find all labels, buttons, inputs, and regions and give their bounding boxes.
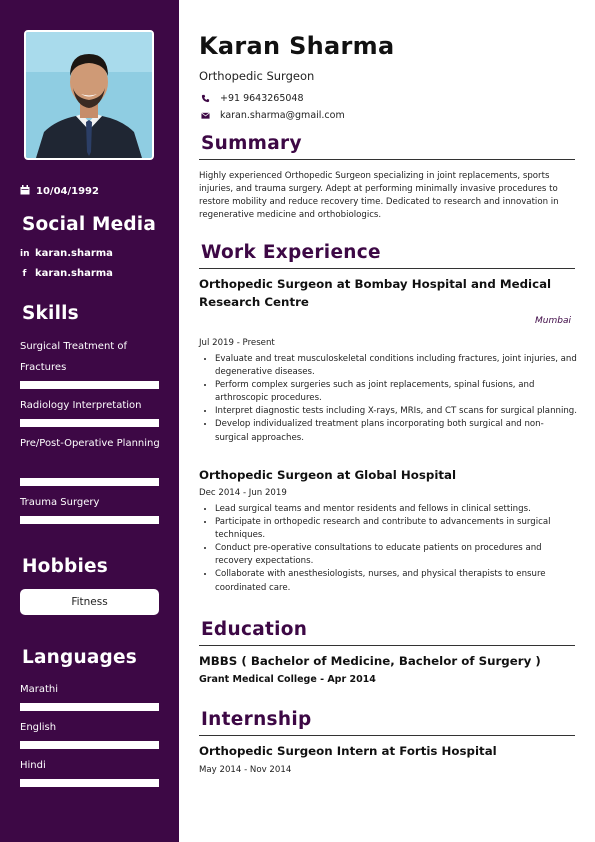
candidate-name: Karan Sharma xyxy=(199,32,395,60)
sidebar xyxy=(0,0,179,842)
date-of-birth xyxy=(20,185,99,198)
job-title: Orthopedic Surgeon at Bombay Hospital and Medical Research Centre xyxy=(199,277,552,309)
language-bar xyxy=(20,703,159,711)
summary-heading: Summary xyxy=(201,133,302,154)
calendar-icon xyxy=(20,185,30,198)
education-heading: Education xyxy=(201,619,308,640)
skill-bar xyxy=(20,478,159,486)
social-item-facebook[interactable] xyxy=(20,268,113,279)
skill-label: Trauma Surgery xyxy=(20,497,100,508)
facebook-icon: f xyxy=(22,268,27,279)
section-divider xyxy=(199,645,575,646)
skill-bar xyxy=(20,516,159,524)
language-label: Marathi xyxy=(20,684,59,695)
contact-email[interactable] xyxy=(201,110,345,121)
list-item: • Lead surgical teams and mentor residents and fellows in clinical settings. xyxy=(215,503,577,516)
skill-label: Radiology Interpretation xyxy=(20,400,142,411)
language-label: English xyxy=(20,722,57,733)
email-text: karan.sharma@gmail.com xyxy=(220,110,345,121)
phone-text: +91 9643265048 xyxy=(220,93,304,104)
list-item: • Conduct pre-operative consultations to educate patients on procedures and recovery expectations. xyxy=(215,542,577,568)
hobby-pill: Fitness xyxy=(20,589,159,615)
languages-heading: Languages xyxy=(22,647,137,668)
skills-heading: Skills xyxy=(22,303,79,324)
language-bar xyxy=(20,779,159,787)
internship-heading: Internship xyxy=(201,709,312,730)
section-divider xyxy=(199,268,575,269)
social-handle: karan.sharma xyxy=(35,248,113,259)
school-name: Grant Medical College - Apr 2014 xyxy=(199,674,376,685)
skill-bar xyxy=(20,419,159,427)
job-bullets xyxy=(215,503,577,595)
work-experience-heading: Work Experience xyxy=(201,242,381,263)
language-bar xyxy=(20,741,159,749)
hobbies-heading: Hobbies xyxy=(22,556,108,577)
internship-title: Orthopedic Surgeon Intern at Fortis Hospital xyxy=(199,744,497,758)
profile-photo xyxy=(24,30,154,160)
skill-bar xyxy=(20,381,159,389)
list-item: • Interpret diagnostic tests including X-rays, MRIs, and CT scans for surgical planning. xyxy=(215,405,577,418)
language-label: Hindi xyxy=(20,760,46,771)
dob-text: 10/04/1992 xyxy=(36,186,99,197)
social-handle: karan.sharma xyxy=(35,268,113,279)
degree-title: MBBS ( Bachelor of Medicine, Bachelor of Surgery ) xyxy=(199,654,541,668)
summary-text: Highly experienced Orthopedic Surgeon specializing in joint replacements, sports injuries, and trauma surgery. Adept at performing minimally invasive procedures to restore mobility and reduce recovery time. Dedicated to research and innovation in regenerative medicine and orthobiologics. xyxy=(199,171,559,221)
envelope-icon xyxy=(201,111,210,120)
skill-label: Surgical Treatment of Fractures xyxy=(20,341,128,373)
section-divider xyxy=(199,159,575,160)
social-media-heading: Social Media xyxy=(22,214,157,235)
social-item-linkedin[interactable] xyxy=(20,248,113,259)
section-divider xyxy=(199,735,575,736)
contact-phone[interactable] xyxy=(201,93,304,104)
candidate-title: Orthopedic Surgeon xyxy=(199,69,315,83)
list-item: • Perform complex surgeries such as joint replacements, spinal fusions, and arthroscopic procedures. xyxy=(215,379,577,405)
list-item: • Participate in orthopedic research and contribute to advancements in surgical techniques. xyxy=(215,516,577,542)
phone-icon xyxy=(201,94,210,103)
list-item: • Collaborate with anesthesiologists, nurses, and physical therapists to ensure coordinated care. xyxy=(215,568,577,594)
linkedin-icon: in xyxy=(20,248,30,259)
internship-dates: May 2014 - Nov 2014 xyxy=(199,765,292,775)
skill-label: Pre/Post-Operative Planning xyxy=(20,438,160,449)
job-title: Orthopedic Surgeon at Global Hospital xyxy=(199,468,457,482)
list-item: • Evaluate and treat musculoskeletal conditions including fractures, joint injuries, and degenerative diseases. xyxy=(215,353,577,379)
job-location: Mumbai xyxy=(535,316,571,326)
job-dates: Dec 2014 - Jun 2019 xyxy=(199,488,287,498)
job-dates: Jul 2019 - Present xyxy=(199,338,275,348)
job-bullets xyxy=(215,353,577,445)
list-item: • Develop individualized treatment plans incorporating both surgical and non-surgical approaches. xyxy=(215,418,577,444)
